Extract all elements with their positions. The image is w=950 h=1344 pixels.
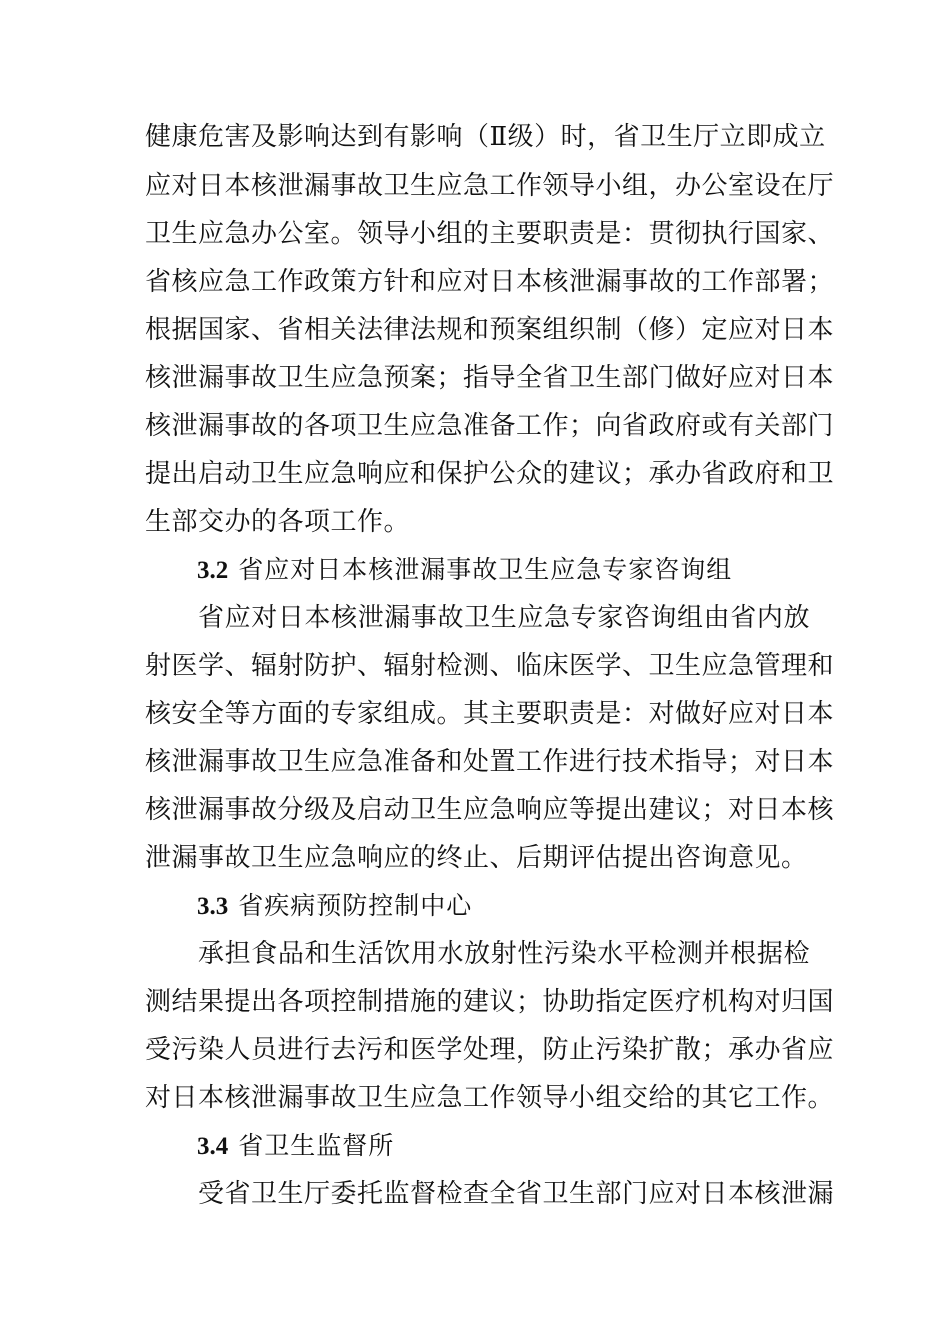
paragraph-line: 受省卫生厅委托监督检查全省卫生部门应对日本核泄漏: [198, 1179, 835, 1209]
paragraph-line: 承担食品和生活饮用水放射性污染水平检测并根据检: [198, 939, 810, 969]
section-number: 3.3: [197, 893, 229, 920]
paragraph-line: 对日本核泄漏事故卫生应急工作领导小组交给的其它工作。: [145, 1083, 835, 1113]
paragraph-line: 生部交办的各项工作。: [145, 507, 411, 537]
section-number: 3.4: [197, 1133, 229, 1160]
paragraph-line: 省核应急工作政策方针和应对日本核泄漏事故的工作部署；: [145, 267, 835, 297]
paragraph-line: 核泄漏事故的各项卫生应急准备工作；向省政府或有关部门: [145, 411, 835, 441]
paragraph-line: 核泄漏事故卫生应急预案；指导全省卫生部门做好应对日本: [145, 363, 835, 393]
paragraph-line: 根据国家、省相关法律法规和预案组织制（修）定应对日本: [145, 315, 835, 345]
paragraph-line: 提出启动卫生应急响应和保护公众的建议；承办省政府和卫: [145, 459, 835, 489]
paragraph-line: 核安全等方面的专家组成。其主要职责是：对做好应对日本: [145, 699, 835, 729]
section-heading-3-2: [197, 546, 732, 594]
paragraph-line: 卫生应急办公室。领导小组的主要职责是：贯彻执行国家、: [145, 219, 835, 249]
paragraph-line: 测结果提出各项控制措施的建议；协助指定医疗机构对归国: [145, 987, 835, 1017]
paragraph-line: 省应对日本核泄漏事故卫生应急专家咨询组由省内放: [198, 603, 810, 633]
section-title: 省卫生监督所: [238, 1131, 395, 1160]
paragraph-line: 核泄漏事故卫生应急准备和处置工作进行技术指导；对日本: [145, 747, 835, 777]
paragraph-line: 受污染人员进行去污和医学处理，防止污染扩散；承办省应: [145, 1035, 835, 1065]
paragraph-line: 核泄漏事故分级及启动卫生应急响应等提出建议；对日本核: [145, 795, 835, 825]
paragraph-line: 射医学、辐射防护、辐射检测、临床医学、卫生应急管理和: [145, 651, 835, 681]
paragraph-line: 应对日本核泄漏事故卫生应急工作领导小组，办公室设在厅: [145, 171, 835, 201]
section-heading-3-3: [197, 882, 472, 930]
paragraph-line: 泄漏事故卫生应急响应的终止、后期评估提出咨询意见。: [145, 843, 808, 873]
paragraph-line: 健康危害及影响达到有影响（Ⅱ级）时，省卫生厅立即成立: [145, 122, 826, 152]
section-number: 3.2: [197, 557, 229, 584]
section-heading-3-4: [197, 1122, 394, 1170]
section-title: 省应对日本核泄漏事故卫生应急专家咨询组: [238, 555, 733, 584]
section-title: 省疾病预防控制中心: [238, 891, 473, 920]
